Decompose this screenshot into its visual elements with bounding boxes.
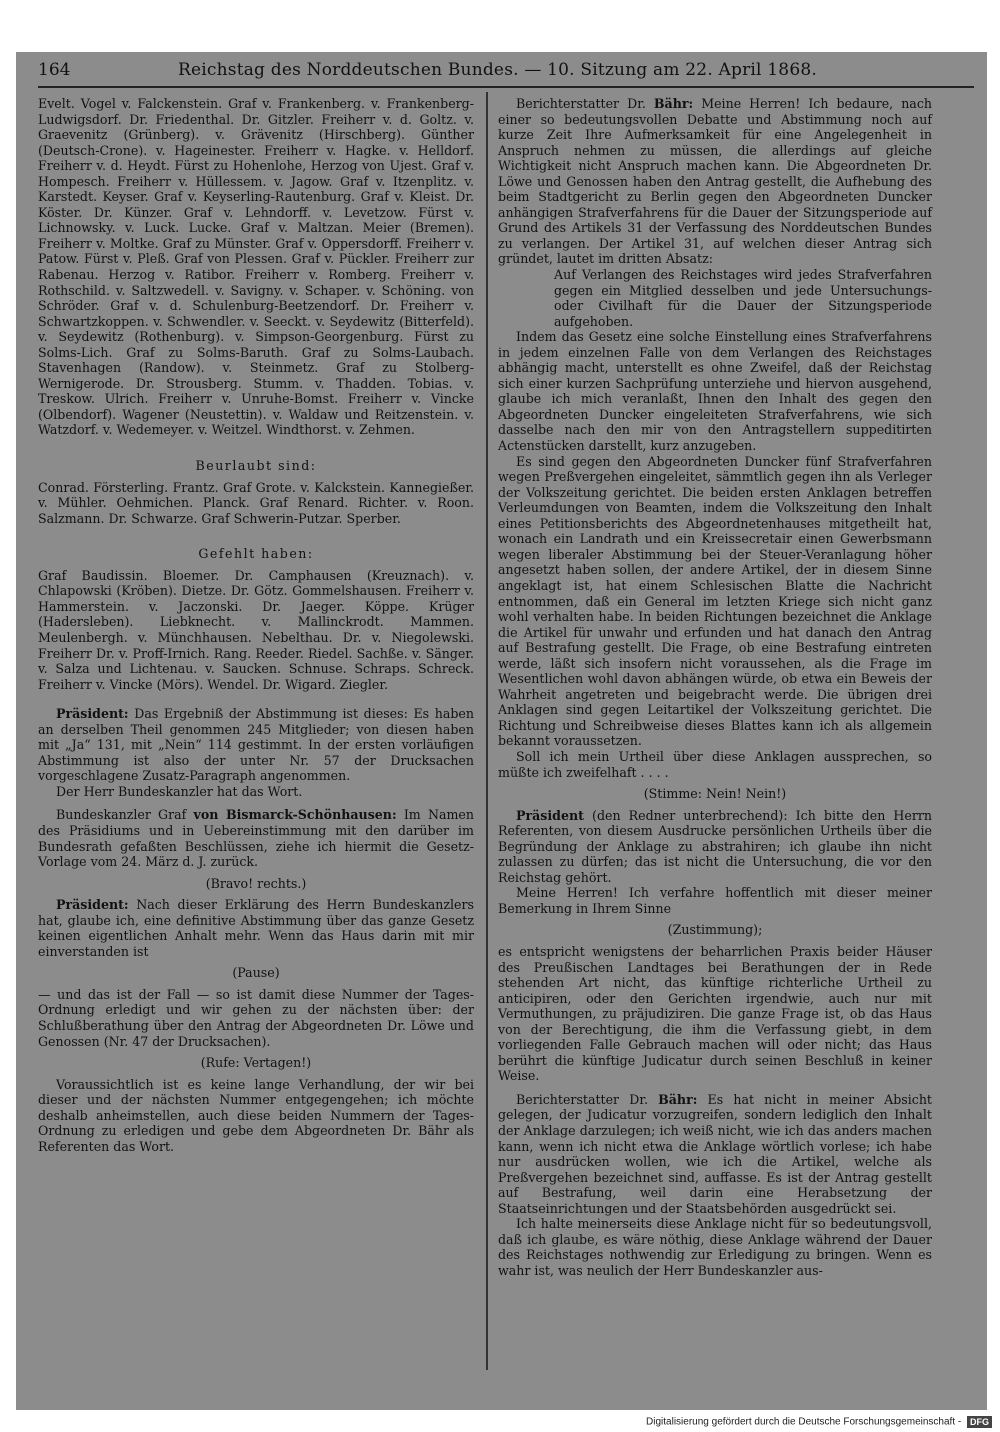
baehr-statement-1 (498, 96, 932, 267)
right-column (498, 96, 932, 1278)
speech-text: Im Namen des Präsidiums und in Uebereinstimmung mit den darüber im Bundesrath gefaßten Beschlüssen, ziehe ich hiermit die Gesetz-Vorlage vom 24. März d. J. zurück. (38, 807, 474, 870)
speech-text: Nach dieser Erklärung des Herrn Bundeskanzlers hat, glaube ich, eine definitive Abstimmung über das ganze Gesetz keinen eigentlichen Anhalt mehr. Wenn das Haus darin mit mir einverstanden ist (38, 897, 474, 959)
beurlaubt-list: Conrad. Försterling. Frantz. Graf Grote. v. Kalckstein. Kannegießer. v. Mühler. Oehmichen. Planck. Graf Renard. Richter. v. Roon. Salzmann. Dr. Schwarze. Graf Schwerin-Putzar. Sperber. (38, 479, 474, 526)
speaker-intro: Berichterstatter Dr. (516, 96, 646, 111)
header-rule (38, 86, 974, 88)
gefehlt-heading: Gefehlt haben: (198, 546, 314, 562)
speech-text: Das Ergebniß der Abstimmung ist dieses: Es haben an derselben Theil genommen 245 Mitglieder; von diesen haben mit „Ja“ 131, mit „Nein“ 114 gestimmt. In der ersten vorläufigen Abstimmung ist also der unter Nr. 57 der Drucksachen vorgeschlagene Zusatz-Paragraph angenommen. (38, 706, 474, 784)
credit-text: Digitalisierung gefördert durch die Deutsche Forschungsgemeinschaft - (646, 1416, 962, 1428)
beurlaubt-heading: Beurlaubt sind: (195, 458, 317, 474)
column-divider (486, 92, 488, 1370)
announcement: Der Herr Bundeskanzler hat das Wort. (56, 783, 303, 799)
speaker-intro: Berichterstatter Dr. (516, 1091, 648, 1107)
speaker-label: Bähr: (653, 96, 694, 111)
page-header (38, 58, 974, 84)
praesident-statement-3 (498, 808, 932, 886)
speaker-label: Präsident: (56, 706, 129, 722)
article-quote: Auf Verlangen des Reichstages wird jedes Strafverfahren gegen ein Mitglied desselben und jede Untersuchungs- oder Civilhaft für die Dauer der Sitzungsperiode aufgehoben. (554, 267, 932, 329)
paragraph: Ich halte meinerseits diese Anklage nicht für so bedeutungsvoll, daß ich glaube, es wäre nöthig, diese Anklage während der Dauer des Reichstages nothwendig zur Erledigung zu bringen. Wenn es wahr ist, was neulich der Herr Bundeskanzler aus- (498, 1216, 932, 1278)
dfg-logo: DFG (967, 1416, 992, 1428)
paragraph: es entspricht wenigstens der beharrlichen Praxis beider Häuser des Preußischen Landtages bei Berathungen der in Rede stehenden Art nicht, das künftige richterliche Urtheil zu anticipiren, oder den Gerichten irgendwie, auch nur mit Vermuthungen, zu präjudiziren. Die ganze Frage ist, ob das Haus von der Berechtigung, die ihm die Verfassung giebt, in dem vorliegenden Falle Gebrauch machen will oder nicht; das Haus berührt die künftige Judicatur durch seinen Beschluß in keiner Weise. (498, 943, 932, 1084)
interjection-rufe: (Rufe: Vertagen!) (200, 1055, 312, 1071)
interjection-zustimmung: (Zustimmung); (667, 922, 763, 938)
bismarck-statement (38, 807, 474, 869)
continuation-text: — und das ist der Fall — so ist damit diese Nummer der Tages-Ordnung erledigt und wir gehen zu der nächsten über: der Schlußberathung über den Antrag der Abgeordneten Dr. Löwe und Genossen (Nr. 47 der Drucksachen). (38, 986, 474, 1049)
speech-text: Meine Herren! Ich bedaure, nach einer so bedeutungsvollen Debatte und Abstimmung noch auf kurze Zeit Ihre Aufmerksamkeit für eine Angelegenheit in Anspruch nehmen zu müssen, die allerdings auf gleiche Wichtigkeit nicht Anspruch machen kann. Die Abgeordneten Dr. Löwe und Genossen haben den Antrag gestellt, die Aufhebung des beim Stadtgericht zu Berlin gegen den Abgeordneten Duncker anhängigen Strafverfahrens für die Dauer der Sitzungsperiode auf Grund des Artikels 31 der Verfassung des Norddeutschen Bundes zu verlangen. Der Artikel 31, auf welchen dieser Antrag sich gründet, lautet im dritten Absatz: (498, 96, 932, 267)
digitization-credit (646, 1416, 992, 1428)
gefehlt-list: Graf Baudissin. Bloemer. Dr. Camphausen (Kreuznach). v. Chlapowski (Kröben). Dietze. Dr. Götz. Gommelshausen. Freiherr v. Hammerstein. v. Jaczonski. Dr. Jaeger. Köppe. Krüger (Hadersleben). Liebknecht. v. Mallinckrodt. Mammen. Meulenbergh. v. Münchhausen. Nebelthau. Dr. v. Niegolewski. Freiherr Dr. v. Proff-Irnich. Rang. Reeder. Riedel. Sachße. v. Sänger. v. Salza und Lichtenau. v. Saucken. Schnuse. Schraps. Schreck. Freiherr v. Vincke (Mörs). Wendel. Dr. Wigard. Ziegler. (38, 567, 474, 692)
praesident-statement-2 (38, 897, 474, 959)
speaker-label: Präsident: (56, 897, 129, 913)
speaker-label: Präsident (516, 807, 584, 823)
interjection-stimme: (Stimme: Nein! Nein!) (643, 786, 787, 802)
speech-text: Es hat nicht in meiner Absicht gelegen, der Judicatur vorzugreifen, sondern lediglich den Inhalt der Anklage darzulegen; ich weiß nicht, wie ich das anders machen kann, wenn ich nicht etwa die Anklage wörtlich vorlese; ich habe nur ausdrücken wollen, wie ich die Artikel, welche als Preßvergehen bezeichnet sind, auffasse. Es ist der Antrag gestellt auf Bestrafung, weil darin eine Herabsetzung der Staatseinrichtungen und der Staatsbehörden ausgedrückt sei. (498, 1091, 932, 1216)
speaker-intro: Bundeskanzler Graf (56, 807, 187, 823)
paragraph: Soll ich mein Urtheil über diese Anklagen aussprechen, so müßte ich zweifelhaft . . . . (498, 748, 932, 780)
running-head: Reichstag des Norddeutschen Bundes. — 10. Sitzung am 22. April 1868. (178, 60, 817, 80)
interjection-bravo: (Bravo! rechts.) (205, 875, 307, 891)
interjection-pause: (Pause) (232, 965, 280, 981)
speaker-label: Bähr: (658, 1091, 698, 1107)
praesident-statement-1 (38, 706, 474, 784)
paragraph: Indem das Gesetz eine solche Einstellung eines Strafverfahrens in jedem einzelnen Falle von dem Verlangen des Reichstages abhängig macht, unterstellt es ohne Zweifel, daß der Reichstag sich einer kurzen Sachprüfung unterziehe und hiervon ausgehend, glaube ich mich veranlaßt, Ihnen den Inhalt des gegen den Abgeordneten Duncker eingeleiteten Strafverfahrens, wie sich dasselbe nach den mir von den Antragstellern suppeditirten Actenstücken darstellt, kurz anzugeben. (498, 329, 932, 454)
baehr-statement-2 (498, 1092, 932, 1216)
left-column (38, 96, 474, 1154)
page-number: 164 (38, 60, 71, 80)
voters-yes-list: Evelt. Vogel v. Falckenstein. Graf v. Frankenberg. v. Frankenberg-Ludwigsdorf. Dr. Friedenthal. Dr. Gitzler. Freiherr v. d. Goltz. v. Graevenitz (Grünberg). v. Grävenitz (Hirschberg). Günther (Deutsch-Crone). v. Hageinester. Freiherr v. Hagke. v. Helldorf. Freiherr v. d. Heydt. Fürst zu Hohenlohe, Herzog von Ujest. Graf v. Hompesch. Freiherr v. Hüllessem. v. Jagow. Graf v. Itzenplitz. v. Karstedt. Keyser. Graf v. Keyserling-Rautenburg. Graf v. Kleist. Dr. Köster. Dr. Künzer. Graf v. Lehndorff. v. Levetzow. Fürst v. Lichnowsky. v. Luck. Lucke. Graf v. Maltzan. Meier (Bremen). Freiherr v. Moltke. Graf zu Münster. Graf v. Oppersdorff. Freiherr v. Patow. Fürst v. Pleß. Graf von Plessen. Graf v. Pückler. Freiherr zur Rabenau. Herzog v. Ratibor. Freiherr v. Romberg. Freiherr v. Rothschild. v. Saltzwedell. v. Savigny. v. Schaper. v. Schöning. von Schröder. Graf v. d. Schulenburg-Beetzendorf. Dr. Freiherr v. Schwartzkoppen. v. Schwendler. v. Seeckt. v. Seydewitz (Bitterfeld). v. Seydewitz (Rothenburg). v. Simpson-Georgenburg. Fürst zu Solms-Lich. Graf zu Solms-Baruth. Graf zu Solms-Laubach. Stavenhagen (Randow). v. Steinmetz. Graf zu Stolberg-Wernigerode. Dr. Strousberg. Stumm. v. Thadden. Tobias. v. Treskow. Ulrich. Freiherr v. Unruhe-Bomst. Freiherr v. Vincke (Olbendorf). Wagener (Neustettin). v. Waldaw und Reitzenstein. v. Watzdorf. v. Wedemeyer. v. Weitzel. Windthorst. v. Zehmen. (38, 96, 474, 438)
speech-text: (den Redner unterbrechend): Ich bitte den Herrn Referenten, von diesem Ausdrucke persönlichen Urtheils über die Begründung der Anklage zu abstrahiren; ich glaube ihn nicht zulassen zu dürfen; das ist nicht die Untersuchung, die vor den Reichstag gehört. (498, 807, 932, 885)
paragraph: Es sind gegen den Abgeordneten Duncker fünf Strafverfahren wegen Preßvergehen eingeleitet, sämmtlich gegen ihn als Verleger der Volkszeitung gerichtet. Die beiden ersten Anklagen betreffen Verleumdungen von Beamten, indem die Volkszeitung den Inhalt eines Petitionsberichts des Abgeordnetenhauses mitgetheilt hat, wonach ein Landrath und ein Kreissecretair einen Gewerbsmann wegen liberaler Abstimmung bei der Steuer-Veranlagung höher angesetzt haben sollen, der andere Artikel, der in diesem Sinne angeklagt ist, hat einem Schlesischen Blatte die Nachricht entnommen, daß ein General im letzten Kriege sich nicht ganz wohl verhalten habe. In beiden Richtungen bezeichnet die Anklage die Artikel für unwahr und erfunden und hat danach den Antrag auf Bestrafung gestellt. Die Frage, ob eine Bestrafung eintreten werde, läßt sich insofern nicht voraussehen, als die Frage im Wesentlichen wohl davon abhängen würde, ob etwa ein Beweis der Wahrheit angetreten und beigebracht werde. Die übrigen drei Anklagen sind gegen Leitartikel der Volkszeitung gerichtet. Die Richtung und Schreibweise dieses Blattes kann ich als allgemein bekannt voraussetzen. (498, 453, 932, 749)
closing-text: Voraussichtlich ist es keine lange Verhandlung, der wir bei dieser und der nächsten Nummer entgegengehen; ich möchte deshalb anheimstellen, auch diese beiden Nummern der Tages-Ordnung zu erledigen und gebe dem Abgeordneten Dr. Bähr als Referenten das Wort. (38, 1076, 474, 1154)
speaker-label: von Bismarck-Schönhausen: (193, 807, 397, 823)
paragraph: Meine Herren! Ich verfahre hoffentlich mit dieser meiner Bemerkung in Ihrem Sinne (498, 885, 932, 916)
